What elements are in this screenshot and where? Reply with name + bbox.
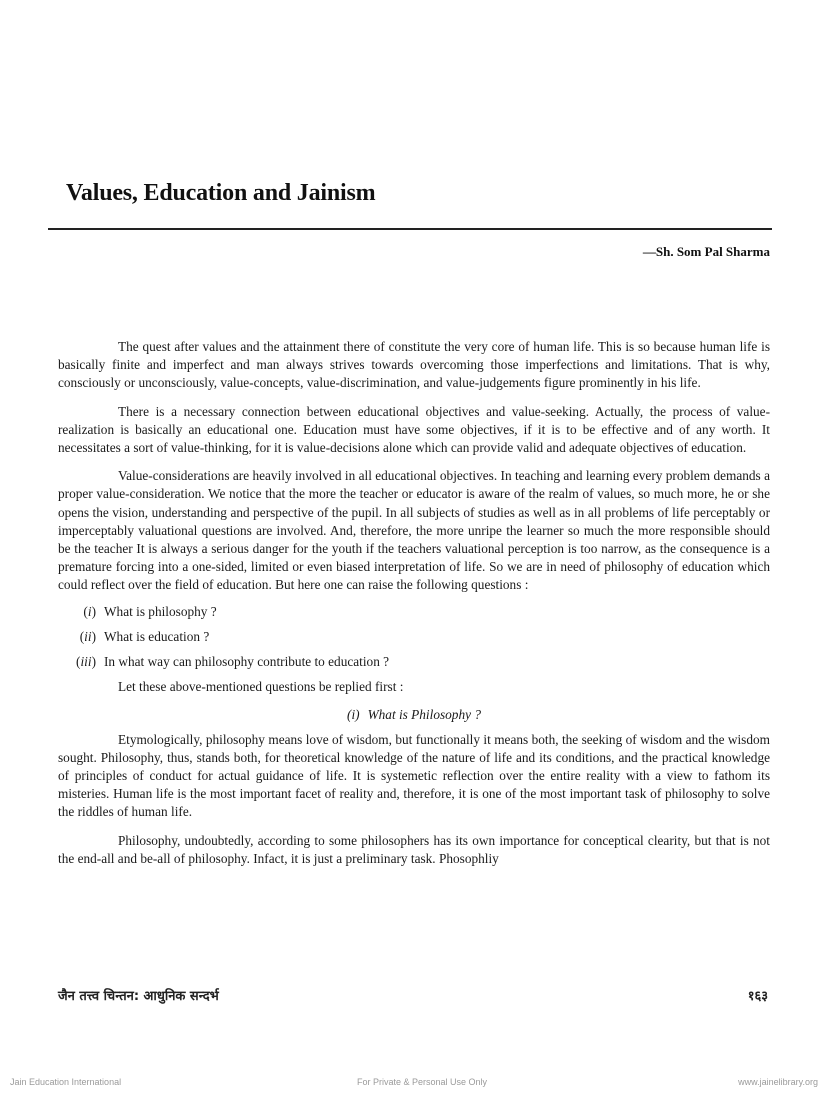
list-item: (iii) In what way can philosophy contribute to education ?: [76, 654, 390, 670]
question-number: iii: [80, 654, 92, 670]
article-title: Values, Education and Jainism: [66, 180, 376, 206]
subheading-text: What is Philosophy ?: [367, 707, 481, 723]
paragraph-1: The quest after values and the attainment there of constitute the very core of human life. This is so because human life is basically finite and imperfect and man always strives towards overcoming those imperfections and limitations. That is why, consciously or unconsciously, value-concepts, value-discrimination, and value-judgements figure prominently in his life.: [58, 339, 770, 391]
question-text: What is philosophy ?: [104, 603, 217, 619]
question-list: [58, 603, 770, 672]
site-footer-right: www.jainelibrary.org: [738, 1077, 818, 1087]
question-number: i: [87, 603, 92, 619]
site-footer-left: Jain Education International: [10, 1077, 122, 1087]
page-number: १६३: [747, 989, 768, 1004]
section-subheading: [58, 706, 770, 724]
list-item: (ii) What is education ?: [79, 628, 210, 644]
running-footer-title: जैन तत्त्व चिन्तन: आधुनिक सन्दर्भ: [58, 989, 219, 1004]
question-number: ii: [84, 628, 92, 644]
paragraph-3: Value-considerations are heavily involved in all educational objectives. In teaching and learning every problem demands a proper value-consideration. We notice that the more the teacher or educator is aware of the realm of values, so much more, he or she opens the vision, understanding and perspective of the pupil. In all subjects of studies as well as in all problems of life perceptably or imperceptably valuational questions are involved. And, therefore, the more unripe the learner so much the more responsible should be the teacher It is always a serious danger for the youth if the teachers valuational perception is too narrow, as the consequence is a premature forcing into a one-sided, limited or even biased interpretation of life. So we are in need of philosophy of education which could reflect over the field of education. But here one can raise the following questions :: [58, 468, 770, 593]
lead-sentence: Let these above-mentioned questions be replied first :: [118, 679, 404, 695]
subheading-number: (i): [347, 707, 360, 723]
paragraph-5: Philosophy, undoubtedly, according to some philosophers has its own importance for conceptical clearity, but that is not the end-all and be-all of philosophy. Infact, it is just a preliminary task. Phosophliy: [58, 832, 770, 866]
article-body: [58, 338, 770, 878]
paragraph-4: Etymologically, philosophy means love of wisdom, but functionally it means both, the seeking of wisdom and the wisdom sought. Philosophy, thus, stands both, for theoretical knowledge of the nature of life and its conditions, and the practical knowledge of principles of conduct for actual guidance of life. It is systemetic reflection over the entire reality with a view to fathom its misteries. Human life is the most important facet of reality and, therefore, it is one of the most important task of philosophy to solve the riddles of human life.: [58, 731, 770, 820]
title-rule: [48, 228, 772, 230]
author-byline: —Sh. Som Pal Sharma: [642, 244, 770, 259]
site-footer-center: For Private & Personal Use Only: [357, 1077, 488, 1087]
question-text: In what way can philosophy contribute to education ?: [104, 654, 390, 670]
paragraph-2: There is a necessary connection between educational objectives and value-seeking. Actually, the process of value-realization is basically an educational one. Education must have some objectives, if it is to be effective and of any worth. It necessitates a sort of value-thinking, for it is value-decisions alone which can provide valid and adequate objectives of education.: [58, 403, 770, 456]
question-text: What is education ?: [104, 628, 210, 644]
list-item: (i) What is philosophy ?: [83, 603, 217, 619]
